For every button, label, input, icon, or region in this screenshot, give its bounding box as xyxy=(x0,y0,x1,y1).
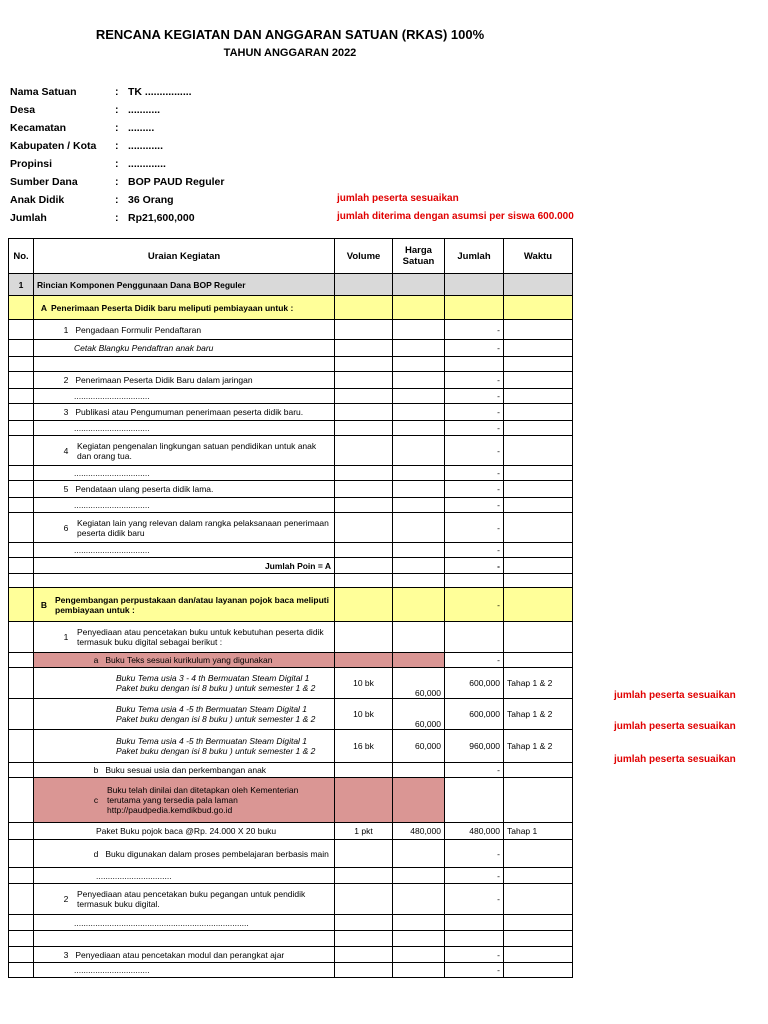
table-row: 1 Pengadaan Formulir Pendaftaran - xyxy=(9,320,573,340)
note-diterima: jumlah diterima dengan asumsi per siswa 600.000 xyxy=(337,211,574,222)
info-value: BOP PAUD Reguler xyxy=(128,176,225,188)
table-row: ................................ - xyxy=(9,389,573,404)
table-row: Buku Tema usia 3 - 4 th Bermuatan Steam Digital 1 Paket buku dengan isi 8 buku ) untuk semester 1 & 2 10 bk 60,000 600,000 Tahap 1 & 2 xyxy=(9,668,573,699)
info-value: 36 Orang xyxy=(128,194,174,206)
section-row: B Pengembangan perpustakaan dan/atau layanan pojok baca meliputi pembiayaan untuk : - xyxy=(9,588,573,622)
table-row: .......................................................................... xyxy=(9,915,573,931)
table-row xyxy=(9,931,573,947)
table-row: d Buku digunakan dalam proses pembelajaran berbasis main - xyxy=(9,840,573,868)
section-row: 1 Rincian Komponen Penggunaan Dana BOP Reguler xyxy=(9,274,573,296)
table-row: Cetak Blangku Pendaftran anak baru - xyxy=(9,340,573,357)
section-row: A Penerimaan Peserta Didik baru meliputi pembiayaan untuk : xyxy=(9,296,573,320)
info-label: Jumlah xyxy=(10,212,47,224)
table-row: ................................ - xyxy=(9,421,573,436)
info-label: Kecamatan xyxy=(10,122,67,134)
info-label: Desa xyxy=(10,104,36,116)
table-row: 4 Kegiatan pengenalan lingkungan satuan pendidikan untuk anak dan orang tua. - xyxy=(9,436,573,466)
table-row: 6 Kegiatan lain yang relevan dalam rangka pelaksanaan penerimaan peserta didik baru - xyxy=(9,513,573,543)
col-header-volume: Volume xyxy=(335,239,393,274)
table-row: 3 Penyediaan atau pencetakan modul dan perangkat ajar - xyxy=(9,947,573,963)
table-row xyxy=(9,357,573,372)
info-value: ............. xyxy=(128,158,166,170)
rkas-table xyxy=(8,238,573,978)
table-row: a Buku Teks sesuai kurikulum yang digunakan - xyxy=(9,653,573,668)
table-row: 5 Pendataan ulang peserta didik lama. - xyxy=(9,481,573,498)
side-note: jumlah peserta sesuaikan xyxy=(614,754,736,765)
table-header-row xyxy=(9,239,573,274)
page-subtitle: TAHUN ANGGARAN 2022 xyxy=(223,47,357,59)
table-row: ................................ - xyxy=(9,543,573,558)
info-label: Anak Didik xyxy=(10,194,65,206)
col-header-no: No. xyxy=(9,239,34,274)
info-value: Rp21,600,000 xyxy=(128,212,195,224)
table-row: Buku Tema usia 4 -5 th Bermuatan Steam Digital 1 Paket buku dengan isi 8 buku ) untuk semester 1 & 2 16 bk 60,000 960,000 Tahap 1 & 2 xyxy=(9,730,573,763)
table-row: Buku Tema usia 4 -5 th Bermuatan Steam Digital 1 Paket buku dengan isi 8 buku ) untuk semester 1 & 2 10 bk 60,000 600,000 Tahap 1 & 2 xyxy=(9,699,573,730)
col-header-waktu: Waktu xyxy=(504,239,573,274)
side-note: jumlah peserta sesuaikan xyxy=(614,690,736,701)
page-title: RENCANA KEGIATAN DAN ANGGARAN SATUAN (RKAS) 100% xyxy=(95,27,485,42)
col-header-harga: Harga Satuan xyxy=(393,239,445,274)
table-row: ................................ - xyxy=(9,868,573,884)
info-label: Sumber Dana xyxy=(10,176,78,188)
note-peserta: jumlah peserta sesuaikan xyxy=(337,193,459,204)
side-note: jumlah peserta sesuaikan xyxy=(614,721,736,732)
table-row: b Buku sesuai usia dan perkembangan anak - xyxy=(9,763,573,778)
table-row: 3 Publikasi atau Pengumuman penerimaan peserta didik baru. - xyxy=(9,404,573,421)
table-row: ................................ - xyxy=(9,963,573,978)
subtotal-row: Jumlah Poin = A - xyxy=(9,558,573,574)
table-row: c Buku telah dinilai dan ditetapkan oleh Kementerian terutama yang tersedia pala laman http://paudpedia.kemdikbud.go.id xyxy=(9,778,573,823)
info-value: TK ................ xyxy=(128,86,192,98)
info-value: ........... xyxy=(128,104,161,116)
info-value: ......... xyxy=(128,122,155,134)
info-label: Nama Satuan xyxy=(10,86,77,98)
table-row: 2 Penyediaan atau pencetakan buku pegangan untuk pendidik termasuk buku digital. - xyxy=(9,884,573,915)
table-row: Paket Buku pojok baca @Rp. 24.000 X 20 buku 1 pkt 480,000 480,000 Tahap 1 xyxy=(9,823,573,840)
table-row: ................................ - xyxy=(9,498,573,513)
info-label: Propinsi xyxy=(10,158,53,170)
col-header-uraian: Uraian Kegiatan xyxy=(34,239,335,274)
info-label: Kabupaten / Kota xyxy=(10,140,97,152)
info-value: ............ xyxy=(128,140,164,152)
table-row: 1 Penyediaan atau pencetakan buku untuk kebutuhan peserta didik termasuk buku digital sebagai berikut : xyxy=(9,622,573,653)
table-row: 2 Penerimaan Peserta Didik Baru dalam jaringan - xyxy=(9,372,573,389)
col-header-jumlah: Jumlah xyxy=(445,239,504,274)
table-row: ................................ - xyxy=(9,466,573,481)
table-row xyxy=(9,574,573,588)
